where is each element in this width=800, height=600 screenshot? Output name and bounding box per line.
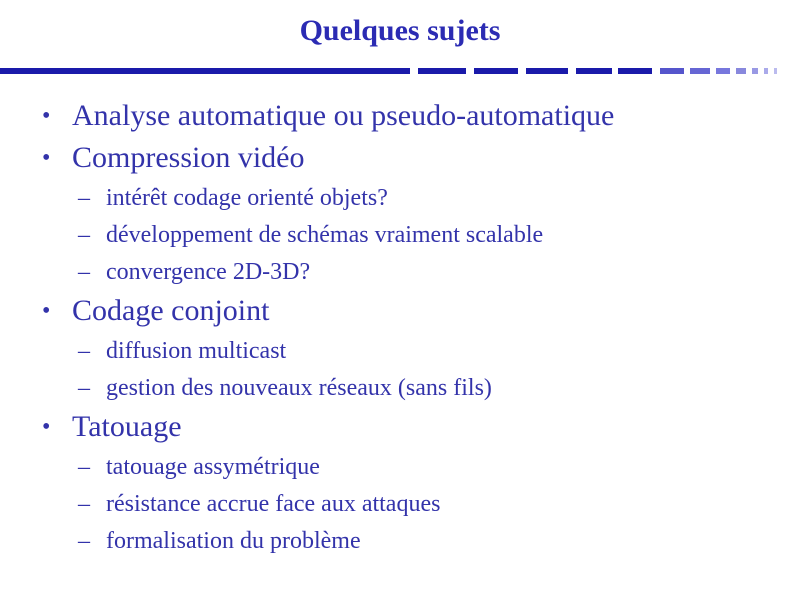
dash-icon: – [78, 375, 90, 401]
bullet-icon: • [42, 103, 51, 129]
bullet-label: Tatouage [72, 410, 182, 443]
bullet-item [42, 98, 782, 134]
sub-item [42, 337, 782, 366]
dash-icon: – [78, 222, 90, 248]
bullet-item [42, 409, 782, 445]
sub-item-label: résistance accrue face aux attaques [106, 491, 441, 517]
title-divider [0, 68, 800, 74]
dash-icon: – [78, 259, 90, 285]
sub-list [42, 184, 782, 287]
sub-item [42, 527, 782, 556]
sub-item-label: gestion des nouveaux réseaux (sans fils) [106, 375, 492, 401]
dash-icon: – [78, 338, 90, 364]
sub-item [42, 490, 782, 519]
bullet-icon: • [42, 414, 51, 440]
sub-list [42, 453, 782, 556]
dash-icon: – [78, 491, 90, 517]
sub-item [42, 184, 782, 213]
sub-item-label: tatouage assymétrique [106, 454, 320, 480]
dash-icon: – [78, 454, 90, 480]
sub-item-label: intérêt codage orienté objets? [106, 185, 388, 211]
slide-content [42, 92, 782, 560]
sub-item-label: formalisation du problème [106, 528, 361, 554]
bullet-item [42, 140, 782, 176]
sub-item [42, 453, 782, 482]
bullet-label: Compression vidéo [72, 141, 305, 174]
sub-item-label: développement de schémas vraiment scalable [106, 222, 544, 248]
bullet-icon: • [42, 298, 51, 324]
bullet-item [42, 293, 782, 329]
slide-title: Quelques sujets [299, 14, 501, 47]
sub-item-label: diffusion multicast [106, 338, 287, 364]
bullet-label: Codage conjoint [72, 294, 270, 327]
sub-item [42, 374, 782, 403]
sub-list [42, 337, 782, 403]
sub-item-label: convergence 2D-3D? [106, 259, 311, 285]
dash-icon: – [78, 185, 90, 211]
bullet-label: Analyse automatique ou pseudo-automatique [72, 99, 615, 132]
sub-item [42, 221, 782, 250]
bullet-icon: • [42, 145, 51, 171]
sub-item [42, 258, 782, 287]
dash-icon: – [78, 528, 90, 554]
